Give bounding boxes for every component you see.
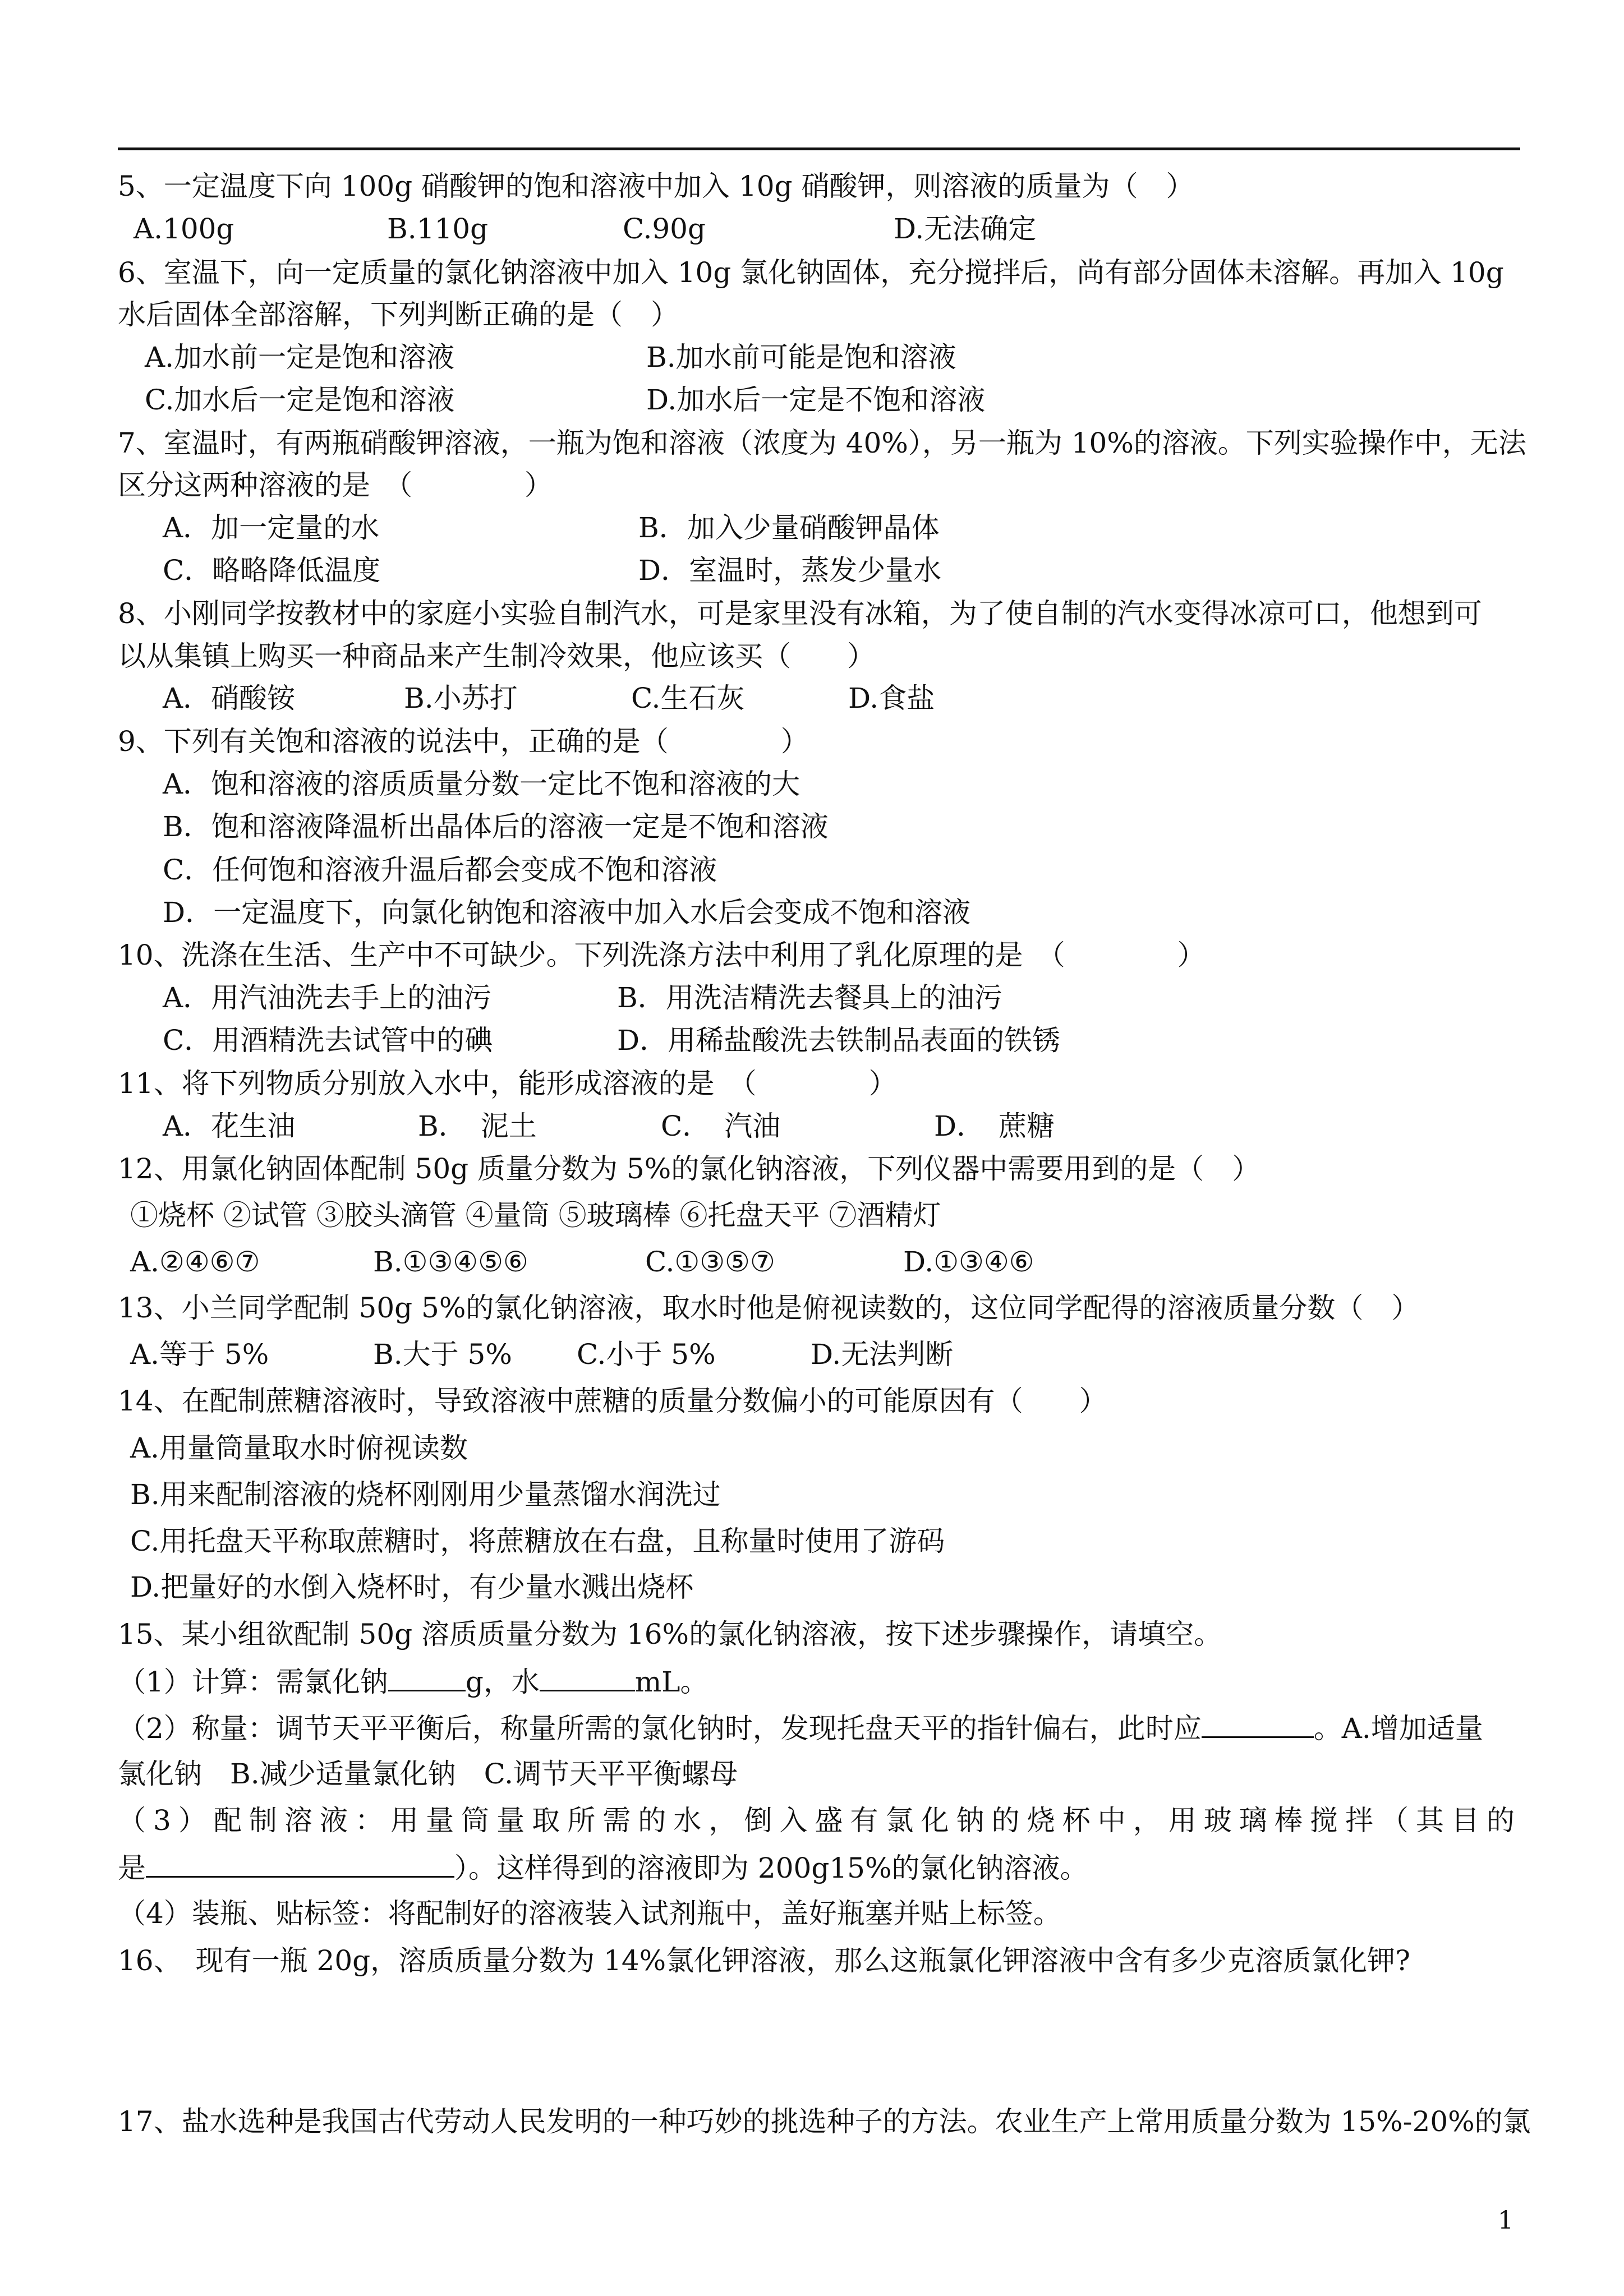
q5-option-c: C.90g	[623, 213, 706, 245]
q12-option-b: B.①③④⑤⑥	[373, 1246, 528, 1278]
q11-option-d: D． 蔗糖	[934, 1110, 1055, 1142]
q10-option-a: A．用汽油洗去手上的油污	[163, 981, 492, 1014]
q6-stem-line-1: 6、室温下，向一定质量的氯化钠溶液中加入 10g 氯化钠固体，充分搅拌后，尚有部分固体未溶解。再加入 10g	[118, 256, 1504, 289]
q15-step-3-text-b: ）。这样得到的溶液即为 200g15%的氯化钠溶液。	[454, 1852, 1088, 1884]
q13-option-b: B.大于 5%	[373, 1338, 512, 1371]
q15-step-3-text-a: 是	[118, 1852, 146, 1884]
q7-option-b: B．加入少量硝酸钾晶体	[638, 511, 940, 544]
q13-stem: 13、小兰同学配制 50g 5%的氯化钠溶液，取水时他是俯视读数的，这位同学配得的溶液质量分数（ ）	[118, 1292, 1420, 1324]
q7-option-a: A．加一定量的水	[163, 511, 380, 544]
q8-stem-line-1: 8、小刚同学按教材中的家庭小实验自制汽水，可是家里没有冰箱，为了使自制的汽水变得冰凉可口，他想到可	[118, 597, 1482, 630]
q9-option-c: C．任何饱和溶液升温后都会变成不饱和溶液	[163, 854, 717, 886]
q8-stem-line-2: 以从集镇上购买一种商品来产生制冷效果，他应该买（ ）	[118, 640, 875, 672]
q14-stem: 14、在配制蔗糖溶液时，导致溶液中蔗糖的质量分数偏小的可能原因有（ ）	[118, 1385, 1107, 1417]
q8-option-a: A．硝酸铵	[163, 682, 296, 714]
q5-option-a: A.100g	[134, 213, 234, 245]
q13-option-d: D.无法判断	[811, 1338, 954, 1371]
q9-option-d: D．一定温度下，向氯化钠饱和溶液中加入水后会变成不饱和溶液	[163, 896, 971, 929]
q9-stem: 9、下列有关饱和溶液的说法中，正确的是（ ）	[118, 725, 809, 758]
q7-option-c: C．略略降低温度	[163, 554, 381, 587]
q9-option-b: B．饱和溶液降温析出晶体后的溶液一定是不饱和溶液	[163, 810, 829, 843]
q7-stem-line-1: 7、室温时，有两瓶硝酸钾溶液，一瓶为饱和溶液（浓度为 40%），另一瓶为 10%的溶液。下列实验操作中，无法	[118, 427, 1526, 459]
q10-option-d: D．用稀盐酸洗去铁制品表面的铁锈	[617, 1024, 1061, 1057]
q17-stem-line-1: 17、盐水选种是我国古代劳动人民发明的一种巧妙的挑选种子的方法。农业生产上常用质量分数为 15%-20%的氯	[118, 2105, 1531, 2138]
q13-option-c: C.小于 5%	[577, 1338, 716, 1371]
q15-step-1	[118, 1664, 708, 1699]
q11-stem: 11、将下列物质分别放入水中，能形成溶液的是 （ ）	[118, 1067, 897, 1100]
q14-option-b: B.用来配制溶液的烧杯刚刚用少量蒸馏水润洗过	[130, 1478, 721, 1511]
q7-stem-line-2: 区分这两种溶液的是 （ ）	[118, 469, 553, 501]
q8-option-b: B.小苏打	[404, 682, 518, 714]
q6-option-b: B.加水前可能是饱和溶液	[646, 341, 956, 374]
q15-sodium-chloride-mass-blank[interactable]	[388, 1664, 466, 1691]
q15-step-1-text-b: g，水	[465, 1666, 540, 1698]
q15-step-2-text-a: （2）称量：调节天平平衡后，称量所需的氯化钠时，发现托盘天平的指针偏右，此时应	[118, 1712, 1202, 1745]
q8-option-c: C.生石灰	[631, 682, 745, 714]
q5-option-b: B.110g	[387, 213, 489, 245]
q6-option-d: D.加水后一定是不饱和溶液	[646, 384, 986, 416]
q15-balance-action-blank[interactable]	[1202, 1711, 1314, 1738]
q15-step-2-text-b: 。A.增加适量	[1313, 1712, 1483, 1745]
q6-option-c: C.加水后一定是饱和溶液	[145, 384, 455, 416]
q10-stem: 10、洗涤在生活、生产中不可缺少。下列洗涤方法中利用了乳化原理的是 （ ）	[118, 939, 1206, 971]
q15-step-2-line-1	[118, 1711, 1483, 1745]
q5-stem: 5、一定温度下向 100g 硝酸钾的饱和溶液中加入 10g 硝酸钾，则溶液的质量为（ ）	[118, 170, 1194, 202]
q12-option-a: A.②④⑥⑦	[130, 1246, 260, 1278]
q13-option-a: A.等于 5%	[130, 1338, 269, 1371]
q15-step-1-text-c: mL。	[634, 1666, 709, 1698]
q12-instrument-list: ①烧杯 ②试管 ③胶头滴管 ④量筒 ⑤玻璃棒 ⑥托盘天平 ⑦酒精灯	[130, 1199, 941, 1232]
q15-step-1-text-a: （1）计算：需氯化钠	[118, 1666, 388, 1698]
q10-option-b: B．用洗洁精洗去餐具上的油污	[617, 981, 1002, 1014]
q12-option-c: C.①③⑤⑦	[645, 1246, 775, 1278]
q5-option-d: D.无法确定	[894, 213, 1037, 245]
q14-option-d: D.把量好的水倒入烧杯时，有少量水溅出烧杯	[130, 1571, 694, 1603]
q14-option-a: A.用量筒量取水时俯视读数	[130, 1432, 468, 1464]
q15-step-2-line-2: 氯化钠 B.减少适量氯化钠 C.调节天平平衡螺母	[118, 1758, 738, 1790]
q8-option-d: D.食盐	[848, 682, 935, 714]
q9-option-a: A．饱和溶液的溶质质量分数一定比不饱和溶液的大	[163, 768, 801, 800]
q15-step-4: （4）装瓶、贴标签：将配制好的溶液装入试剂瓶中，盖好瓶塞并贴上标签。	[118, 1897, 1061, 1930]
q11-option-b: B． 泥土	[418, 1110, 537, 1142]
q7-option-d: D．室温时，蒸发少量水	[638, 554, 942, 587]
header-rule	[118, 147, 1520, 150]
q15-stirring-purpose-blank[interactable]	[146, 1850, 454, 1878]
q15-stem: 15、某小组欲配制 50g 溶质质量分数为 16%的氯化钠溶液，按下述步骤操作，请填空。	[118, 1618, 1222, 1650]
q14-option-c: C.用托盘天平称取蔗糖时，将蔗糖放在右盘，且称量时使用了游码	[130, 1525, 945, 1557]
q11-option-a: A．花生油	[163, 1110, 296, 1142]
q6-stem-line-2: 水后固体全部溶解，下列判断正确的是（ ）	[118, 298, 679, 331]
q15-step-3-line-1: （3）配制溶液：用量筒量取所需的水，倒入盛有氯化钠的烧杯中，用玻璃棒搅拌（其目的	[118, 1804, 1515, 1837]
q12-stem: 12、用氯化钠固体配制 50g 质量分数为 5%的氯化钠溶液，下列仪器中需要用到的是（ ）	[118, 1152, 1260, 1185]
q16-stem: 16、 现有一瓶 20g，溶质质量分数为 14%氯化钾溶液，那么这瓶氯化钾溶液中含有多少克溶质氯化钾?	[118, 1944, 1410, 1977]
q6-option-a: A.加水前一定是饱和溶液	[145, 341, 455, 374]
q10-option-c: C．用酒精洗去试管中的碘	[163, 1024, 493, 1057]
q15-water-volume-blank[interactable]	[540, 1664, 635, 1691]
q12-option-d: D.①③④⑥	[903, 1246, 1034, 1278]
q11-option-c: C． 汽油	[661, 1110, 781, 1142]
page-number: 1	[1498, 2206, 1513, 2235]
q15-step-3-line-2	[118, 1850, 1088, 1885]
